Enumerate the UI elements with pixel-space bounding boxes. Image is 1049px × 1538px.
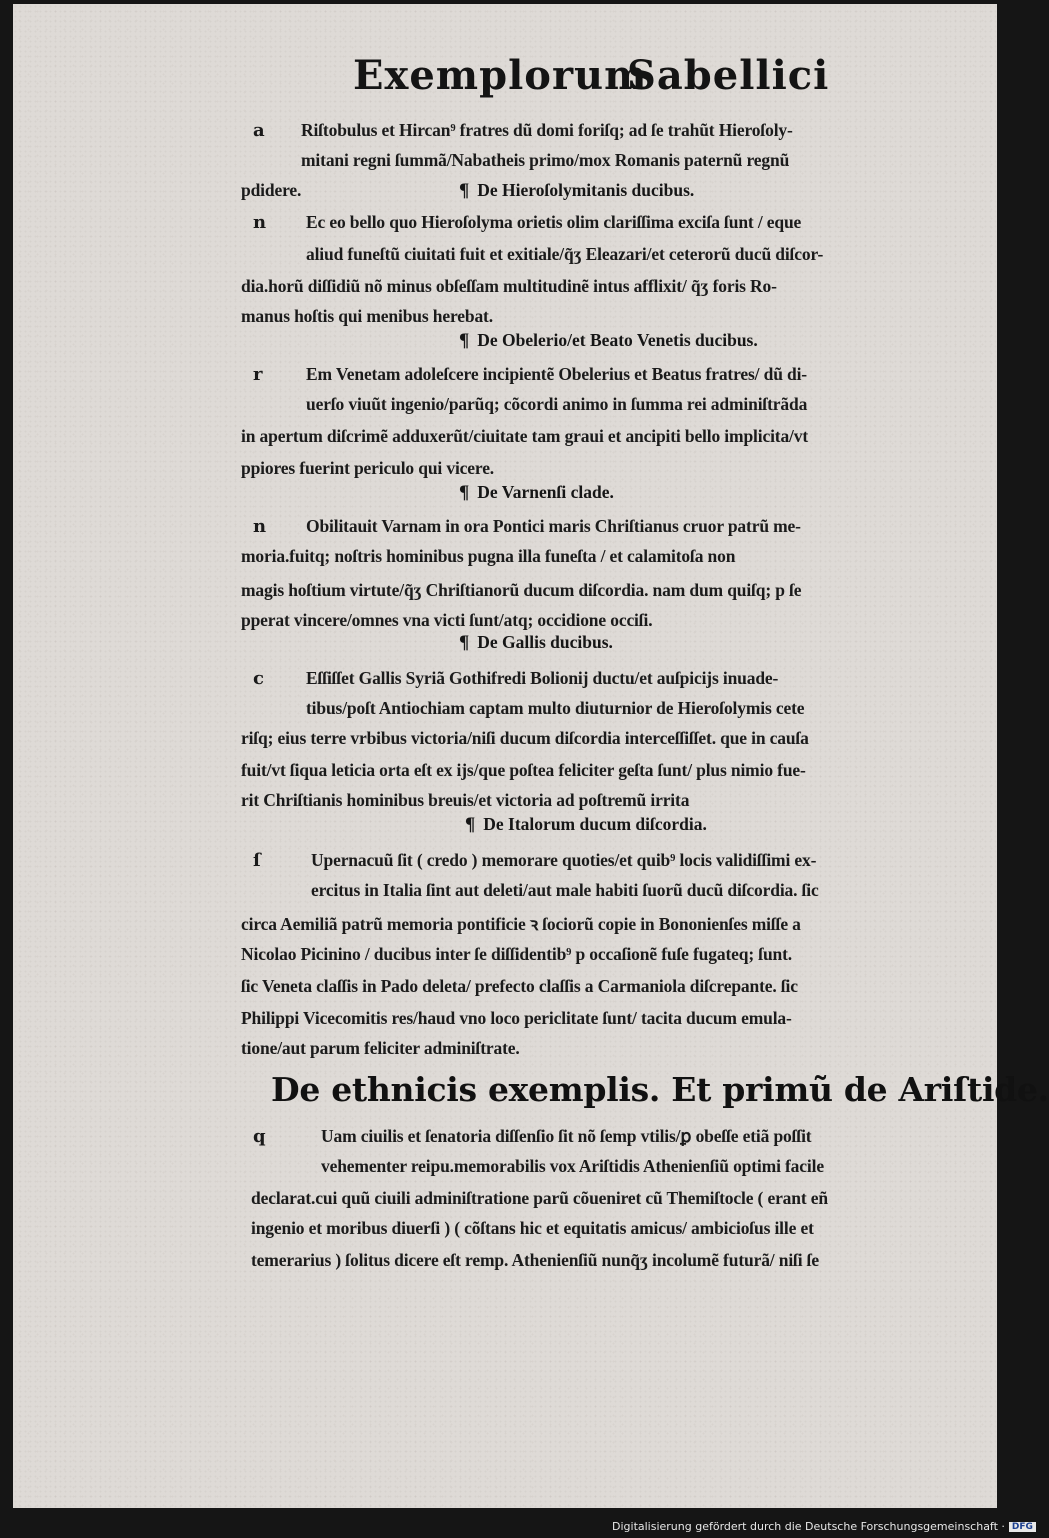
text-line: mitani regni ſummã/Nabatheis primo/mox Romanis paternũ regnũ	[301, 150, 790, 170]
text-line: moria.fuitq; noſtris hominibus pugna illa funeſta / et calamitoſa non	[241, 546, 736, 566]
text-line: Philippi Vicecomitis res/haud vno loco periclitate ſunt/ tacita ducum emula-	[241, 1008, 792, 1028]
section-heading: ¶ De Varnenſi clade.	[459, 482, 614, 503]
pilcrow-icon: ¶	[459, 632, 470, 653]
text-line: Uam ciuilis et ſenatoria diſſenſio ſit nõ ſemp vtilis/ꝑ obeſſe etiã poſſit	[321, 1126, 812, 1146]
text-line: Obilitauit Varnam in ora Pontici maris Chriſtianus cruor patrũ me-	[306, 516, 801, 536]
section-heading: ¶ De Hieroſolymitanis ducibus.	[459, 180, 695, 201]
text-line: declarat.cui quũ ciuili adminiſtratione parũ cõueniret cũ Themiſtocle ( erant eñ	[251, 1188, 828, 1208]
text-line: tione/aut parum feliciter adminiſtrate.	[241, 1038, 520, 1058]
text-line: Nicolao Picinino / ducibus inter ſe diſſidentib⁹ p occaſionẽ fuſe fugateq; ſunt.	[241, 944, 793, 964]
text-line: temerarius ) ſolitus dicere eſt remp. Athenienſiũ nunq̃ʒ incolumẽ futurã/ niſi ſe	[251, 1250, 820, 1270]
margin-letter: n	[253, 212, 267, 233]
text-line: Upernacuũ ſit ( credo ) memorare quoties/et quib⁹ locis validiſſimi ex-	[311, 850, 817, 870]
running-header	[13, 52, 997, 112]
margin-letter: r	[253, 364, 263, 385]
text-line: magis hoſtium virtute/q̃ʒ Chriſtianorũ ducum diſcordia. nam dum quiſq; p ſe	[241, 580, 802, 600]
margin-letter: a	[253, 120, 265, 141]
header-left-word: Exemplorum	[353, 52, 648, 99]
margin-letter: q	[253, 1126, 266, 1147]
margin-letter: ſ	[253, 850, 261, 871]
digitization-credit: Digitalisierung gefördert durch die Deutsche Forschungsgemeinschaft · DFG	[612, 1520, 1036, 1533]
text-line: Em Venetam adoleſcere incipientẽ Obelerius et Beatus fratres/ dũ di-	[306, 364, 807, 384]
text-line: manus hoſtis qui menibus herebat.	[241, 306, 493, 326]
margin-letter: n	[253, 516, 267, 537]
text-line: riſq; eius terre vrbibus victoria/niſi ducum diſcordia interceſſiſſet. que in cauſa	[241, 728, 809, 748]
section-heading: ¶ De Gallis ducibus.	[459, 632, 613, 653]
book-page	[13, 4, 1049, 1508]
margin-letter: c	[253, 668, 264, 689]
text-line: fuit/vt ſiqua leticia orta eſt ex ijs/que poſtea feliciter geſta ſunt/ plus nimio fue-	[241, 760, 806, 780]
text-line: rit Chriſtianis hominibus breuis/et victoria ad poſtremũ irrita	[241, 790, 690, 810]
text-line: ingenio et moribus diuerſi ) ( cõſtans hic et equitatis amicus/ ambicioſus ille et	[251, 1218, 814, 1238]
text-line: in apertum diſcrimẽ adduxerũt/ciuitate tam graui et ancipiti bello implicita/vt	[241, 426, 809, 446]
pilcrow-icon: ¶	[459, 180, 470, 201]
pilcrow-icon: ¶	[465, 814, 476, 835]
text-line: dia.horũ diſſidiũ nõ minus obſeſſam multitudinẽ intus afflixit/ q̃ʒ foris Ro-	[241, 276, 777, 296]
text-line: pdidere.	[241, 180, 302, 200]
text-line: pperat vincere/omnes vna victi ſunt/atq; occidione occiſi.	[241, 610, 653, 630]
text-line: uerſo viuũt ingenio/parũq; cõcordi animo in ſumma rei adminiſtrãda	[306, 394, 808, 414]
text-line: aliud funeſtũ ciuitati fuit et exitiale/q̃ʒ Eleazari/et ceterorũ ducũ diſcor-	[306, 244, 824, 264]
dfg-logo: DFG	[1009, 1522, 1036, 1532]
text-line: vehementer reipu.memorabilis vox Ariſtidis Athenienſiũ optimi facile	[321, 1156, 824, 1176]
text-line: ppiores fuerint periculo qui vicere.	[241, 458, 495, 478]
text-line: circa Aemiliã patrũ memoria pontificie ꝛ ſociorũ copie in Bononienſes miſſe a	[241, 914, 801, 934]
text-line: Ec eo bello quo Hieroſolyma orietis olim clariſſima exciſa ſunt / eque	[306, 212, 802, 232]
header-right-word: Sabellici	[627, 52, 830, 99]
text-line: ſic Veneta claſſis in Pado deleta/ prefecto claſſis a Carmaniola diſcrepante. ſic	[241, 976, 798, 996]
text-line: Eſſiſſet Gallis Syriã Gothifredi Bolionij ductu/et auſpicijs inuade-	[306, 668, 779, 688]
section-heading: ¶ De Italorum ducum diſcordia.	[465, 814, 707, 835]
pilcrow-icon: ¶	[459, 482, 470, 503]
chapter-heading: De ethnicis exemplis. Et primũ de Ariſtide.	[271, 1070, 1049, 1109]
text-line: ercitus in Italia ſint aut deleti/aut male habiti ſuorũ ducũ diſcordia. ſic	[311, 880, 819, 900]
section-heading: ¶ De Obelerio/et Beato Venetis ducibus.	[459, 330, 758, 351]
text-line: Riſtobulus et Hircan⁹ fratres dũ domi foriſq; ad ſe trahũt Hieroſoly-	[301, 120, 793, 140]
text-line: tibus/poſt Antiochiam captam multo diuturnior de Hieroſolymis cete	[306, 698, 805, 718]
pilcrow-icon: ¶	[459, 330, 470, 351]
